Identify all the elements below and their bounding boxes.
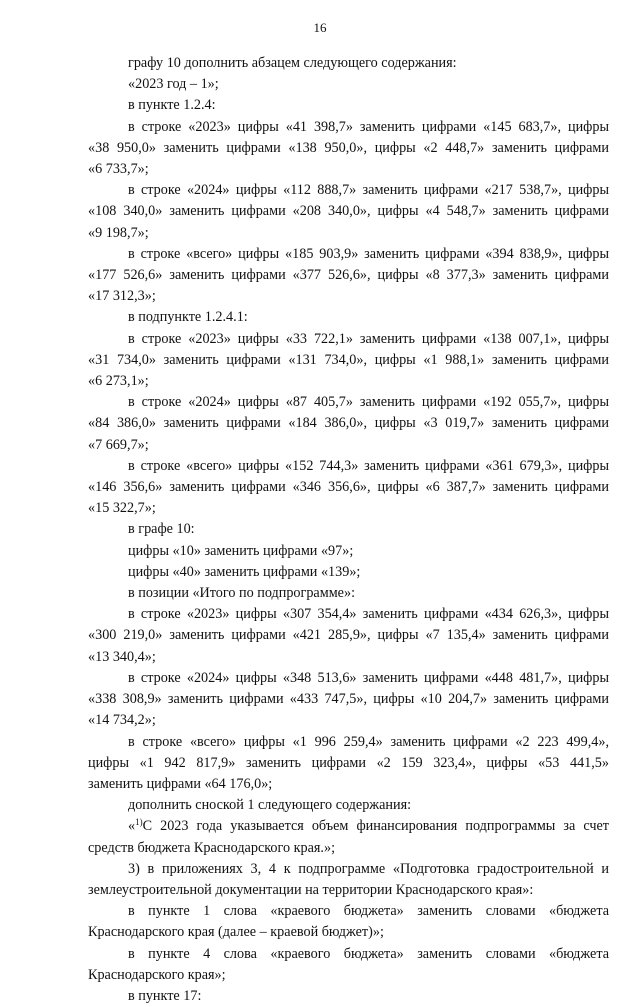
line-text: в строке «2024» цифры «348 513,6» заменить цифрами «448 481,7», цифры xyxy=(128,669,609,686)
line-text: «177 526,6» заменить цифрами «377 526,6», цифры «8 377,3» заменить цифрами xyxy=(88,267,609,284)
line-text: в подпункте 1.2.4.1: xyxy=(128,309,248,326)
line-text: заменить цифрами «64 176,0»; xyxy=(88,775,273,792)
line-text: в строке «2023» цифры «41 398,7» заменить цифрами «145 683,7», цифры xyxy=(128,118,609,135)
text-line xyxy=(88,53,609,74)
quote-mark: « xyxy=(128,818,136,835)
line-text: «338 308,9» заменить цифрами «433 747,5», цифры «10 204,7» заменить цифрами xyxy=(88,691,609,708)
text-line xyxy=(88,117,609,138)
line-text: «108 340,0» заменить цифрами «208 340,0», цифры «4 548,7» заменить цифрами xyxy=(88,203,609,220)
text-line xyxy=(88,180,609,201)
line-text: в строке «2023» цифры «307 354,4» заменить цифрами «434 626,3», цифры xyxy=(128,606,609,623)
line-text: цифры «40» заменить цифрами «139»; xyxy=(128,563,361,580)
text-line xyxy=(88,689,609,710)
text-line xyxy=(88,519,609,540)
line-text: «2023 год – 1»; xyxy=(128,76,219,93)
text-line xyxy=(88,965,609,986)
line-text: цифры «1 942 817,9» заменить цифрами «2 159 323,4», цифры «53 441,5» xyxy=(88,754,609,771)
text-line xyxy=(88,625,609,646)
page-number: 16 xyxy=(313,20,327,35)
text-line xyxy=(88,413,609,434)
line-text: в строке «2024» цифры «112 888,7» заменить цифрами «217 538,7», цифры xyxy=(128,182,609,199)
line-text: «146 356,6» заменить цифрами «346 356,6», цифры «6 387,7» заменить цифрами xyxy=(88,479,609,496)
line-text: средств бюджета Краснодарского края.»; xyxy=(88,839,336,856)
text-line xyxy=(88,350,609,371)
line-text: в графе 10: xyxy=(128,521,195,538)
text-line xyxy=(88,74,609,95)
text-line xyxy=(88,244,609,265)
text-line xyxy=(88,816,609,837)
text-line xyxy=(88,477,609,498)
text-line xyxy=(88,922,609,943)
line-text: в пункте 1.2.4: xyxy=(128,97,216,114)
line-text: 3) в приложениях 3, 4 к подпрограмме «Подготовка градостроительной и xyxy=(128,860,609,877)
line-text: в строке «2024» цифры «87 405,7» заменить цифрами «192 055,7», цифры xyxy=(128,394,609,411)
text-line xyxy=(88,223,609,244)
text-line xyxy=(88,286,609,307)
line-text: в строке «всего» цифры «1 996 259,4» заменить цифрами «2 223 499,4», xyxy=(128,733,609,750)
text-line xyxy=(88,201,609,222)
line-text: «38 950,0» заменить цифрами «138 950,0», цифры «2 448,7» заменить цифрами xyxy=(88,139,609,156)
line-text: дополнить сноской 1 следующего содержания: xyxy=(128,797,412,814)
line-text: в строке «всего» цифры «152 744,3» заменить цифрами «361 679,3», цифры xyxy=(128,457,609,474)
line-text: цифры «10» заменить цифрами «97»; xyxy=(128,542,354,559)
line-text: С 2023 года указывается объем финансирования подпрограммы за счет xyxy=(142,818,609,835)
text-line xyxy=(88,901,609,922)
text-line xyxy=(88,371,609,392)
line-text: «14 734,2»; xyxy=(88,712,156,729)
text-line xyxy=(88,668,609,689)
line-text: «6 273,1»; xyxy=(88,373,149,390)
line-text: «84 386,0» заменить цифрами «184 386,0», цифры «3 019,7» заменить цифрами xyxy=(88,415,609,432)
text-line xyxy=(88,583,609,604)
line-text: в строке «всего» цифры «185 903,9» заменить цифрами «394 838,9», цифры xyxy=(128,245,609,262)
line-text: «17 312,3»; xyxy=(88,288,156,305)
text-line xyxy=(88,498,609,519)
text-line xyxy=(88,456,609,477)
line-text: землеустроительной документации на территории Краснодарского края»: xyxy=(88,881,534,898)
text-line xyxy=(88,265,609,286)
line-text: в пункте 4 слова «краевого бюджета» заменить словами «бюджета xyxy=(128,945,609,962)
text-line xyxy=(88,562,609,583)
text-line xyxy=(88,392,609,413)
text-line xyxy=(88,880,609,901)
text-line xyxy=(88,541,609,562)
text-line xyxy=(88,329,609,350)
line-text: «7 669,7»; xyxy=(88,436,149,453)
text-line xyxy=(88,604,609,625)
text-line xyxy=(88,159,609,180)
text-line xyxy=(88,795,609,816)
text-line xyxy=(88,710,609,731)
line-text: в строке «2023» цифры «33 722,1» заменить цифрами «138 007,1», цифры xyxy=(128,330,609,347)
line-text: в позиции «Итого по подпрограмме»: xyxy=(128,585,356,602)
text-line xyxy=(88,647,609,668)
line-text: «13 340,4»; xyxy=(88,648,156,665)
line-text: «31 734,0» заменить цифрами «131 734,0», цифры «1 988,1» заменить цифрами xyxy=(88,351,609,368)
document-body xyxy=(88,53,609,1007)
line-text: «9 198,7»; xyxy=(88,224,149,241)
line-text: в пункте 1 слова «краевого бюджета» заменить словами «бюджета xyxy=(128,903,609,920)
line-text: Краснодарского края (далее – краевой бюджет)»; xyxy=(88,924,384,941)
line-text: «300 219,0» заменить цифрами «421 285,9», цифры «7 135,4» заменить цифрами xyxy=(88,627,609,644)
text-line xyxy=(88,859,609,880)
text-line xyxy=(88,944,609,965)
line-text: Краснодарского края»; xyxy=(88,966,226,983)
line-text: графу 10 дополнить абзацем следующего содержания: xyxy=(128,55,457,71)
line-text: «15 322,7»; xyxy=(88,500,156,517)
text-line xyxy=(88,732,609,753)
footnote-marker: 1) xyxy=(135,817,143,828)
text-line xyxy=(88,774,609,795)
text-line xyxy=(88,838,609,859)
text-line xyxy=(88,435,609,456)
text-line xyxy=(88,138,609,159)
text-line xyxy=(88,95,609,116)
line-text: в пункте 17: xyxy=(128,987,202,1004)
text-line xyxy=(88,307,609,328)
line-text: «6 733,7»; xyxy=(88,161,149,178)
text-line xyxy=(88,753,609,774)
text-line xyxy=(88,986,609,1007)
